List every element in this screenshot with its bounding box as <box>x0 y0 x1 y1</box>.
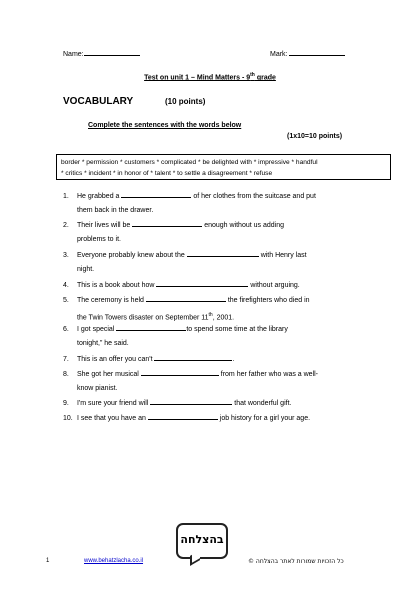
question-text: with Henry last <box>258 252 307 259</box>
answer-blank[interactable] <box>148 412 218 420</box>
answer-blank[interactable] <box>132 219 202 227</box>
title-main: Test on unit 1 – Mind Matters - 9 <box>144 74 251 82</box>
answer-blank[interactable] <box>146 294 226 302</box>
question-text: He grabbed a <box>77 193 122 200</box>
question-number: 9. <box>63 400 69 407</box>
title-end: grade <box>254 74 276 82</box>
section-points: (10 points) <box>165 97 206 106</box>
word-bank-line-1: border * permission * customers * complicated * be delighted with * impressive * handful <box>61 159 318 166</box>
test-title <box>0 72 420 81</box>
question-text: that wonderful gift. <box>232 400 292 407</box>
name-field <box>63 48 140 58</box>
behatzlacha-logo <box>176 523 228 559</box>
question-text: Everyone probably knew about the <box>77 252 187 259</box>
question-text: Their lives will be <box>77 222 133 229</box>
question-text: night. <box>77 266 95 273</box>
question-text: them back in the drawer. <box>77 207 154 214</box>
question-text: This is an offer you can't <box>77 356 155 363</box>
mark-blank[interactable] <box>289 48 345 56</box>
question-text: I'm sure your friend will <box>77 400 151 407</box>
logo-text: בהצלחה <box>180 533 224 546</box>
question-text: problems to it. <box>77 236 121 243</box>
answer-blank[interactable] <box>141 368 219 376</box>
question-number: 7. <box>63 356 69 363</box>
page-number: 1 <box>46 558 50 564</box>
question-text: of her clothes from the suitcase and put <box>191 193 316 200</box>
question-number: 3. <box>63 252 69 259</box>
question-text: I see that you have an <box>77 415 148 422</box>
question-text: the firefighters who died in <box>225 297 310 304</box>
question-text: job history for a girl your age. <box>217 415 311 422</box>
question-text: . <box>232 356 235 363</box>
question-text: I got special <box>77 326 117 333</box>
answer-blank[interactable] <box>150 397 232 405</box>
title-sup: th <box>250 72 255 78</box>
question-text: from her father who was a well- <box>218 371 319 378</box>
name-blank[interactable] <box>84 48 140 56</box>
section-heading: VOCABULARY <box>63 96 134 107</box>
word-bank-line-2: * critics * incident * in honor of * talent * to settle a disagreement * refuse <box>61 170 273 177</box>
question-text: This is a book about how <box>77 282 157 289</box>
question-text: enough without us adding <box>202 222 284 229</box>
site-link[interactable]: www.behatzlacha.co.il <box>84 558 144 564</box>
question-text: She got her musical <box>77 371 141 378</box>
question-text: The ceremony is held <box>77 297 146 304</box>
question-number: 1. <box>63 193 69 200</box>
question-text: know pianist. <box>77 385 118 392</box>
question-number: 2. <box>63 222 69 229</box>
question-text: without arguing. <box>248 282 300 289</box>
mark-field <box>270 48 345 58</box>
question-text: the Twin Towers disaster on September 11 <box>77 314 209 322</box>
answer-blank[interactable] <box>154 353 235 363</box>
question-number: 8. <box>63 371 69 378</box>
answer-blank[interactable] <box>121 190 191 198</box>
instructions-points: (1x10=10 points) <box>287 133 343 140</box>
question-text: , 2001. <box>212 314 235 322</box>
word-bank <box>56 154 391 180</box>
question-number: 10. <box>63 415 73 422</box>
question-number: 5. <box>63 297 69 304</box>
question-text: th <box>208 312 213 318</box>
question-text: tonight,” he said. <box>77 340 129 347</box>
answer-blank[interactable] <box>156 279 248 287</box>
name-label: Name: <box>63 51 84 58</box>
question-number: 6. <box>63 326 69 333</box>
copyright: כל הזכויות שמורות לאתר בהצלחה © <box>248 558 344 565</box>
question-text: to spend some time at the library <box>186 326 288 333</box>
question-number: 4. <box>63 282 69 289</box>
instructions: Complete the sentences with the words below <box>88 122 242 129</box>
mark-label: Mark: <box>270 51 288 58</box>
answer-blank[interactable] <box>116 323 186 331</box>
answer-blank[interactable] <box>187 249 259 257</box>
